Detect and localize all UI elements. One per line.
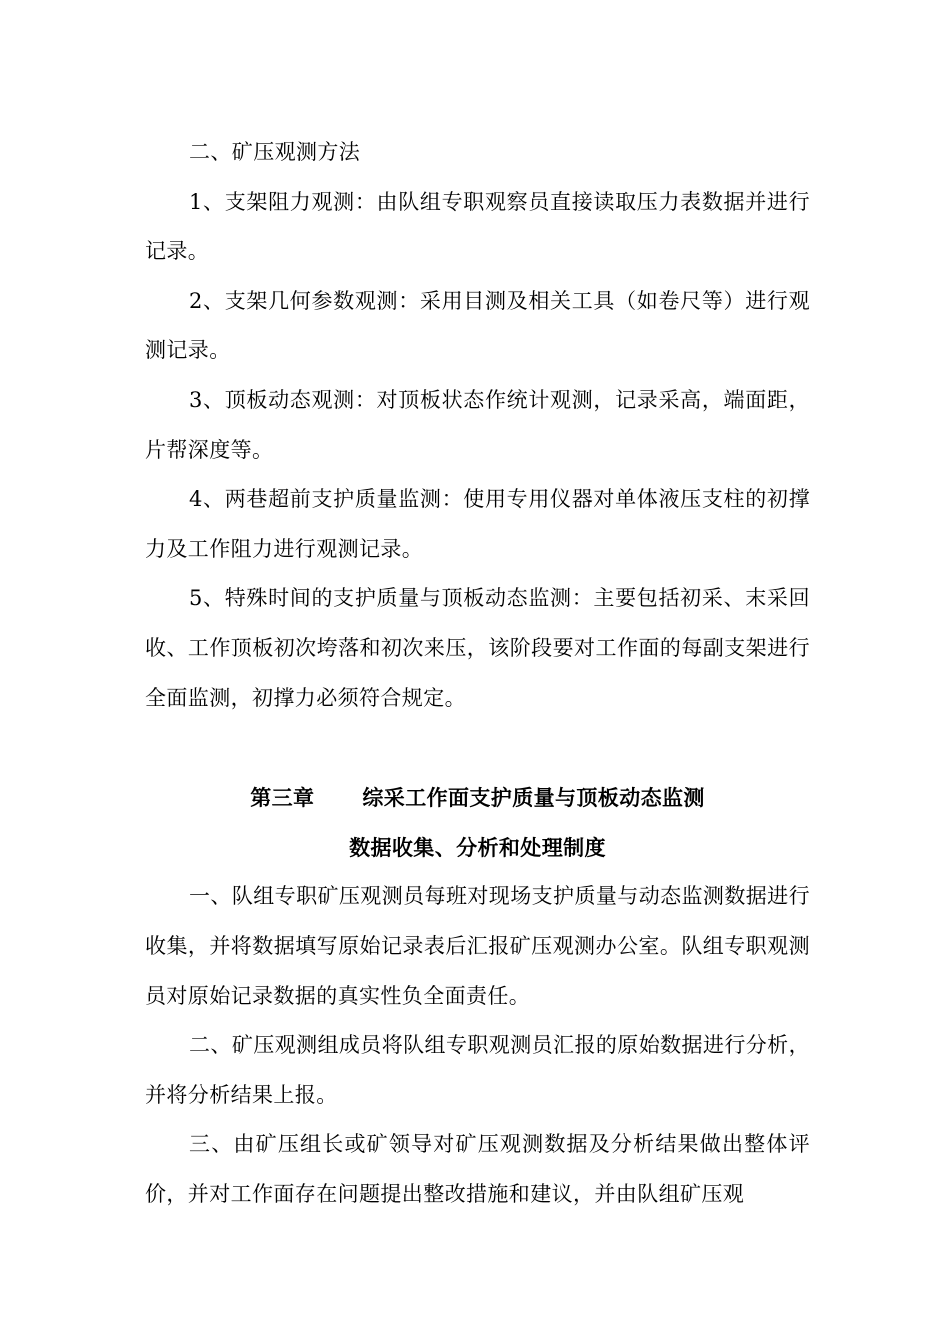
document-body: [145, 128, 810, 1219]
list-item: 4、两巷超前支护质量监测：使用专用仪器对单体液压支柱的初撑力及工作阻力进行观测记录。: [145, 487, 810, 561]
chapter-title: [145, 773, 810, 823]
spacer: [145, 723, 810, 773]
chapter-title-line1: 综采工作面支护质量与顶板动态监测: [362, 785, 705, 811]
paragraph: 二、矿压观测组成员将队组专职观测员汇报的原始数据进行分析，并将分析结果上报。: [145, 1033, 810, 1107]
chapter-number: 第三章: [250, 785, 315, 811]
list-item: 1、支架阻力观测：由队组专职观察员直接读取压力表数据并进行记录。: [145, 189, 810, 264]
paragraph: 三、由矿压组长或矿领导对矿压观测数据及分析结果做出整体评价，并对工作面存在问题提出整改措施和建议，并由队组矿压观: [145, 1132, 810, 1206]
list-item: 3、顶板动态观测：对顶板状态作统计观测，记录采高，端面距，片帮深度等。: [145, 387, 810, 462]
chapter-title-line2: 数据收集、分析和处理制度: [349, 834, 606, 860]
section-heading: 二、矿压观测方法: [189, 140, 361, 164]
paragraph: 一、队组专职矿压观测员每班对现场支护质量与动态监测数据进行收集，并将数据填写原始记录表后汇报矿压观测办公室。队组专职观测员对原始记录数据的真实性负全面责任。: [145, 884, 810, 1008]
list-item: 2、支架几何参数观测：采用目测及相关工具（如卷尺等）进行观测记录。: [145, 288, 810, 363]
list-item: 5、特殊时间的支护质量与顶板动态监测：主要包括初采、末采回收、工作顶板初次垮落和初次来压，该阶段要对工作面的每副支架进行全面监测，初撑力必须符合规定。: [145, 586, 810, 710]
